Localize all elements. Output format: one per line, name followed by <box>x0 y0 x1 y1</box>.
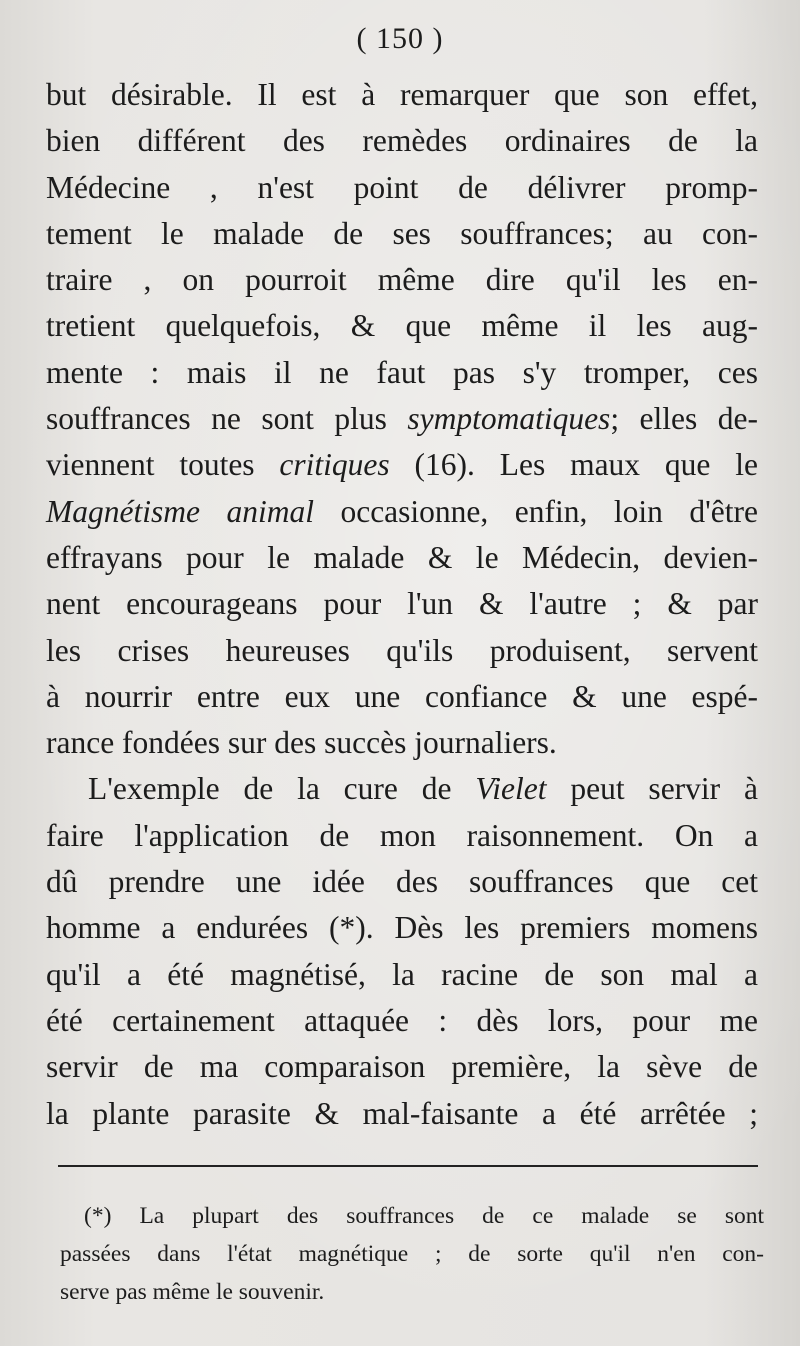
italic-term: Vielet <box>475 771 547 807</box>
text-line: faire l'application de mon raisonnement. On a <box>46 817 758 853</box>
text-line: tement le malade de ses souffrances; au con- <box>46 215 758 251</box>
text-line: souffrances ne sont plus symptomatiques; elles de- <box>46 401 758 437</box>
text-line: nent encourageans pour l'un & l'autre ; & par <box>46 586 758 622</box>
text-line: effrayans pour le malade & le Médecin, devien- <box>46 539 758 575</box>
italic-term: critiques <box>279 447 390 483</box>
italic-term: Magnétisme animal <box>46 493 314 529</box>
text-line: les crises heureuses qu'ils produisent, servent <box>46 632 758 668</box>
text-line: Médecine , n'est point de délivrer promp- <box>46 169 758 205</box>
text-line: la plante parasite & mal-faisante a été arrêtée ; <box>46 1095 758 1131</box>
text-line: but désirable. Il est à remarquer que son effet, <box>46 77 758 112</box>
text-line: mente : mais il ne faut pas s'y tromper, ces <box>46 354 758 390</box>
page-number: ( 150 ) <box>356 22 444 55</box>
text-line: traire , on pourroit même dire qu'il les en- <box>46 262 758 298</box>
text-line: dû prendre une idée des souffrances que cet <box>46 864 758 900</box>
text-line: qu'il a été magnétisé, la racine de son mal a <box>46 956 758 992</box>
text-line: Magnétisme animal occasionne, enfin, loin d'être <box>46 493 758 529</box>
text-line: été certainement attaquée : dès lors, pour me <box>46 1002 758 1038</box>
footnote <box>60 1197 764 1311</box>
body-text <box>46 72 758 1137</box>
text-line: L'exemple de la cure de Vielet peut servir à <box>88 771 758 807</box>
text-line: rance fondées sur des succès journaliers. <box>46 725 557 761</box>
text-line: viennent toutes critiques (16). Les maux que le <box>46 447 758 483</box>
text-line: bien différent des remèdes ordinaires de la <box>46 123 758 159</box>
footnote-line: passées dans l'état magnétique ; de sorte qu'il n'en con- <box>60 1241 764 1267</box>
italic-term: symptomatiques <box>407 401 611 437</box>
footnote-divider <box>58 1165 758 1167</box>
footnote-line: serve pas même le souvenir. <box>60 1279 325 1305</box>
footnote-line: (*) La plupart des souffrances de ce malade se sont <box>84 1203 764 1229</box>
text-line: homme a endurées (*). Dès les premiers momens <box>46 910 758 946</box>
text-line: servir de ma comparaison première, la sève de <box>46 1049 758 1085</box>
text-line: tretient quelquefois, & que même il les aug- <box>46 308 758 344</box>
text-line: à nourrir entre eux une confiance & une espé- <box>46 678 758 714</box>
